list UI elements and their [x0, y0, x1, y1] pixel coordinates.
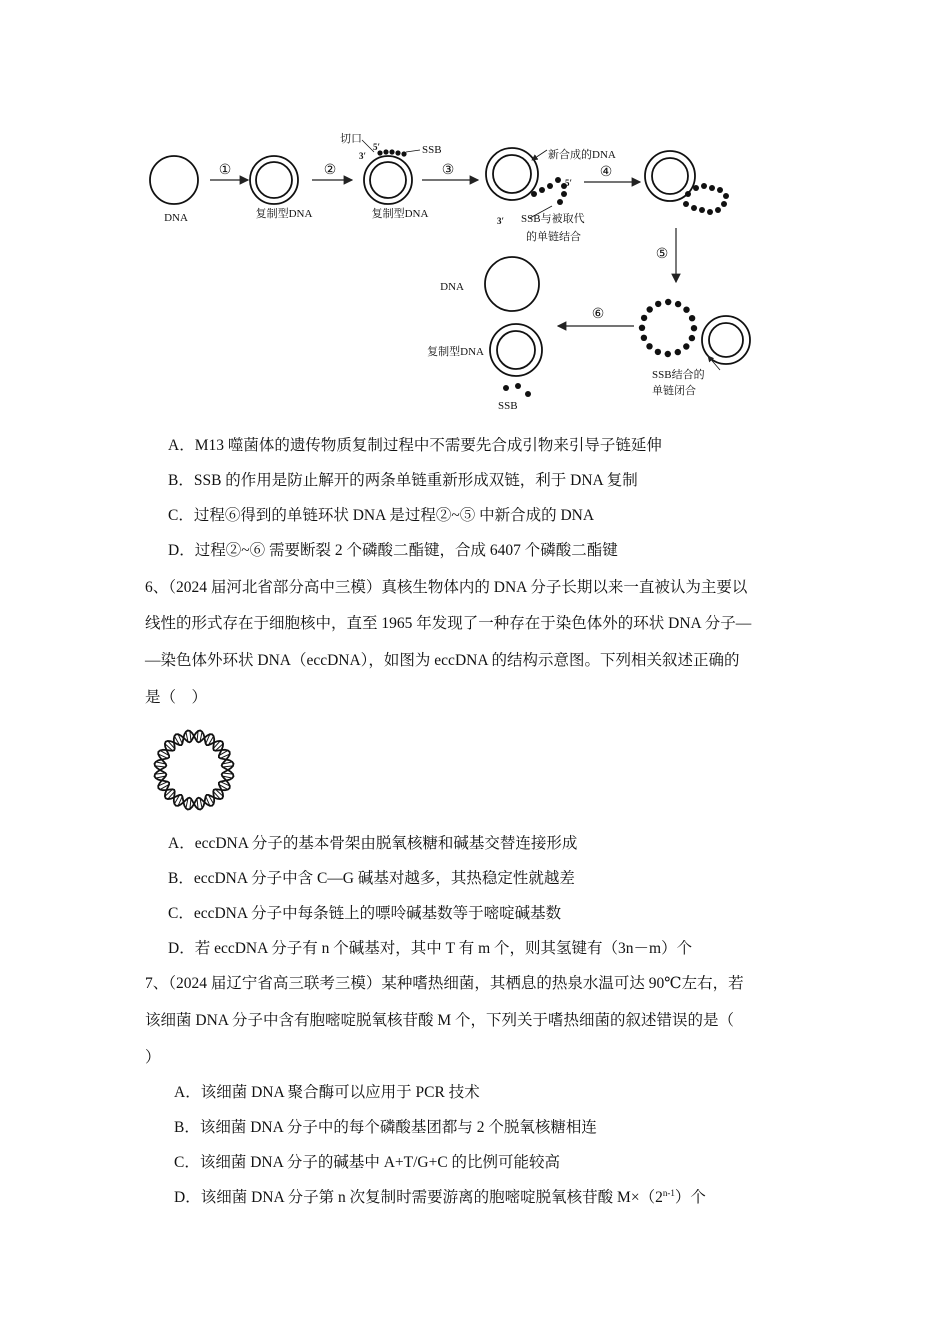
q7-option-d-end: ）个 — [674, 1189, 706, 1206]
dna-label: DNA — [164, 212, 188, 224]
q7-option-d-sup: n-1 — [662, 1187, 675, 1198]
circular-dna-stage-1 — [150, 156, 198, 224]
ssb-dot — [665, 299, 671, 305]
nick-label: 切口 — [340, 133, 362, 145]
rf-dna-label-3: 复制型DNA — [427, 346, 484, 358]
product-rf-dna — [427, 324, 542, 376]
five-prime-label: 5′ — [373, 142, 381, 152]
q6-option-b: B．eccDNA 分子中含 C—G 碱基对越多，其热稳定性就越差 — [168, 870, 575, 887]
rf-dna-stage-2 — [250, 156, 312, 220]
q6-stem-line-1: 6、（2024 届河北省部分高中三模）真核生物体内的 DNA 分子长期以来一直被认为主要以 — [145, 579, 748, 596]
q7-stem-line-3: ） — [145, 1049, 161, 1066]
rf-dna-nicked-stage-3 — [340, 131, 442, 220]
ssb-dot — [647, 306, 653, 312]
q7-option-a: A．该细菌 DNA 聚合酶可以应用于 PCR 技术 — [174, 1084, 480, 1101]
q7-stem-line-2: 该细菌 DNA 分子中含有胞嘧啶脱氧核苷酸 M 个，下列关于嗜热细菌的叙述错误的是（ — [145, 1012, 735, 1029]
ssb-close-label-1: SSB结合的 — [652, 369, 705, 381]
m13-replication-diagram — [140, 128, 780, 420]
step-2-label: ② — [323, 163, 337, 178]
q5-option-d: D．过程②~⑥ 需要断裂 2 个磷酸二酯键，合成 6407 个磷酸二酯键 — [168, 542, 618, 559]
step-1-label: ① — [218, 163, 232, 178]
ssb-dot — [689, 335, 695, 341]
q6-option-c: C．eccDNA 分子中每条链上的嘌呤碱基数等于嘧啶碱基数 — [168, 905, 562, 922]
ssb-close-label-2: 单链闭合 — [652, 385, 696, 397]
step-3-label: ③ — [441, 163, 455, 178]
ssb-dot — [641, 335, 647, 341]
new-dna-label: 新合成的DNA — [548, 149, 616, 161]
three-prime-label: 3′ — [359, 151, 367, 161]
q7-stem-line-1: 7、（2024 届辽宁省高三联考三模）某种嗜热细菌，其栖息的热泉水温可达 90℃左右，若 — [145, 975, 744, 992]
ssb-bind-label-2: 的单链结合 — [526, 231, 581, 243]
q7-option-d-main: D．该细菌 DNA 分子第 n 次复制时需要游离的胞嘧啶脱氧核苷酸 M×（2 — [174, 1189, 663, 1206]
q6-option-d: D．若 eccDNA 分子有 n 个碱基对，其中 T 有 m 个，则其氢键有（3n－m）个 — [168, 940, 693, 957]
ssb-dot — [691, 325, 697, 331]
eccdna-structure-image — [142, 724, 246, 816]
free-ssb — [498, 383, 531, 412]
ssb-dot — [655, 301, 661, 307]
three-prime-label-2: 3′ — [497, 216, 505, 226]
ssb-label: SSB — [422, 144, 442, 156]
rf-dna-label: 复制型DNA — [255, 208, 313, 220]
q6-option-a: A．eccDNA 分子的基本骨架由脱氧核糖和碱基交替连接形成 — [168, 835, 578, 852]
step-4-label: ④ — [599, 165, 613, 180]
q5-option-b: B．SSB 的作用是防止解开的两条单链重新形成双链，利于 DNA 复制 — [168, 472, 638, 489]
ssb-closed-stage-6 — [639, 299, 750, 397]
ssb-dot — [689, 315, 695, 321]
dna-label-2: DNA — [440, 281, 464, 293]
ssb-label-2: SSB — [498, 400, 518, 412]
q7-option-b: B．该细菌 DNA 分子中的每个磷酸基团都与 2 个脱氧核糖相连 — [174, 1119, 597, 1136]
displacement-stage-5 — [645, 151, 729, 215]
ssb-dot — [675, 349, 681, 355]
ssb-dot — [683, 307, 689, 313]
q6-stem-line-4: 是（ ） — [145, 689, 208, 706]
ssb-dot — [641, 315, 647, 321]
q5-option-c: C．过程⑥得到的单链环状 DNA 是过程②~⑤ 中新合成的 DNA — [168, 507, 595, 524]
five-prime-label-2: 5′ — [565, 178, 573, 188]
step-5-label: ⑤ — [655, 247, 669, 262]
ssb-dot — [639, 325, 645, 331]
ssb-dot — [646, 343, 652, 349]
step-6-label: ⑥ — [591, 307, 605, 322]
q7-option-d — [174, 1188, 706, 1208]
product-dna — [440, 257, 539, 311]
ssb-dot — [665, 351, 671, 357]
ssb-dot — [655, 349, 661, 355]
ssb-bind-label-1: SSB与被取代 — [521, 213, 585, 225]
q7-option-c: C．该细菌 DNA 分子的碱基中 A+T/G+C 的比例可能较高 — [174, 1154, 561, 1171]
ssb-dot — [683, 343, 689, 349]
q5-option-a: A．M13 噬菌体的遗传物质复制过程中不需要先合成引物来引导子链延伸 — [168, 437, 662, 454]
rf-dna-label-2: 复制型DNA — [371, 208, 429, 220]
q6-stem-line-3: —染色体外环状 DNA（eccDNA），如图为 eccDNA 的结构示意图。下列相关叙述正确的 — [145, 652, 740, 669]
q6-stem-line-2: 线性的形式存在于细胞核中，直至 1965 年发现了一种存在于染色体外的环状 DNA 分子— — [145, 615, 752, 632]
displacement-stage-4 — [486, 147, 616, 243]
ssb-dot — [675, 301, 681, 307]
